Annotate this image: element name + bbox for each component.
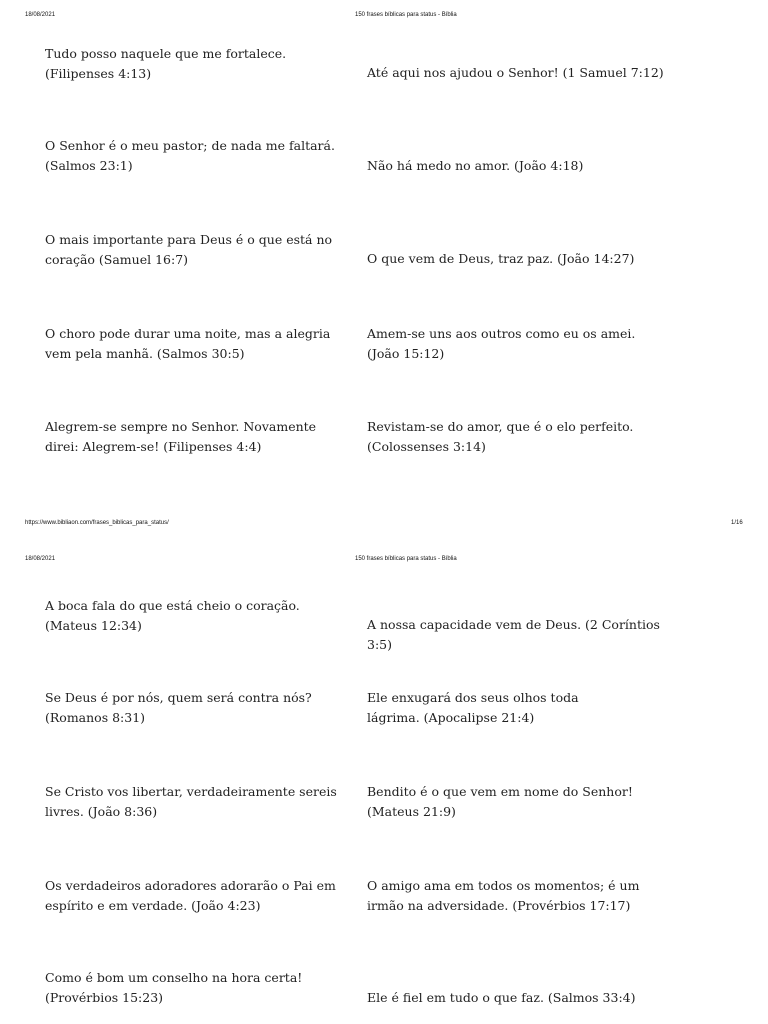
verse-text: Não há medo no amor. (João 4:18) [367,158,584,173]
verse-text: Bendito é o que vem em nome do Senhor! [367,784,633,799]
verse-text: Se Cristo vos libertar, verdadeiramente sereis livres. (João 8:36) [45,784,337,819]
verse-text: Ele enxugará dos seus olhos toda [367,690,579,705]
verse-text: A nossa capacidade vem de Deus. (2 Coríntios 3:5) [367,617,660,652]
verse-text: Se Deus é por nós, quem será contra nós? (Romanos 8:31) [45,690,312,725]
verse-text: Amem-se uns aos outros como eu os amei. (João 15:12) [367,326,636,361]
header-title: 150 frases bíblicas para status - Bíblia [355,12,457,18]
verse-text: (Mateus 12:34) [45,618,142,633]
verse-text: O que vem de Deus, traz paz. (João 14:27) [367,251,635,266]
header-date: 18/08/2021 [25,12,56,18]
verse-text: Tudo posso naquele que me fortalece. (Filipenses 4:13) [45,46,287,81]
header-title: 150 frases bíblicas para status - Bíblia [355,556,457,562]
verse-text: Como é bom um conselho na hora certa! (Provérbios 15:23) [45,970,303,1005]
verse-text: Alegrem-se sempre no Senhor. Novamente direi: Alegrem-se! (Filipenses 4:4) [45,419,317,454]
verse-text: O Senhor é o meu pastor; de nada me faltará. (Salmos 23:1) [45,138,335,173]
verse-text: lágrima. (Apocalipse 21:4) [367,710,535,725]
verse-text: Os verdadeiros adoradores adorarão o Pai em espírito e em verdade. (João 4:23) [45,878,336,913]
verse-text: O amigo ama em todos os momentos; é um irmão na adversidade. (Provérbios 17:17) [367,878,640,913]
verse-text: (Mateus 21:9) [367,804,456,819]
verse-text: Até aqui nos ajudou o Senhor! (1 Samuel 7:12) [367,65,664,80]
footer-page-number: 1/16 [731,520,743,526]
footer-url: https://www.bibliaon.com/frases_biblicas_para_status/ [25,520,169,526]
header-date: 18/08/2021 [25,556,56,562]
document-page-2 [0,534,768,1024]
verse-text: Ele é fiel em tudo o que faz. (Salmos 33:4) [367,990,636,1005]
verse-text: Revistam-se do amor, que é o elo perfeito. (Colossenses 3:14) [367,419,634,454]
verse-text: O choro pode durar uma noite, mas a alegria vem pela manhã. (Salmos 30:5) [45,326,331,361]
verse-text: O mais importante para Deus é o que está no coração (Samuel 16:7) [45,232,333,267]
verse-text: A boca fala do que está cheio o coração. [45,598,300,613]
